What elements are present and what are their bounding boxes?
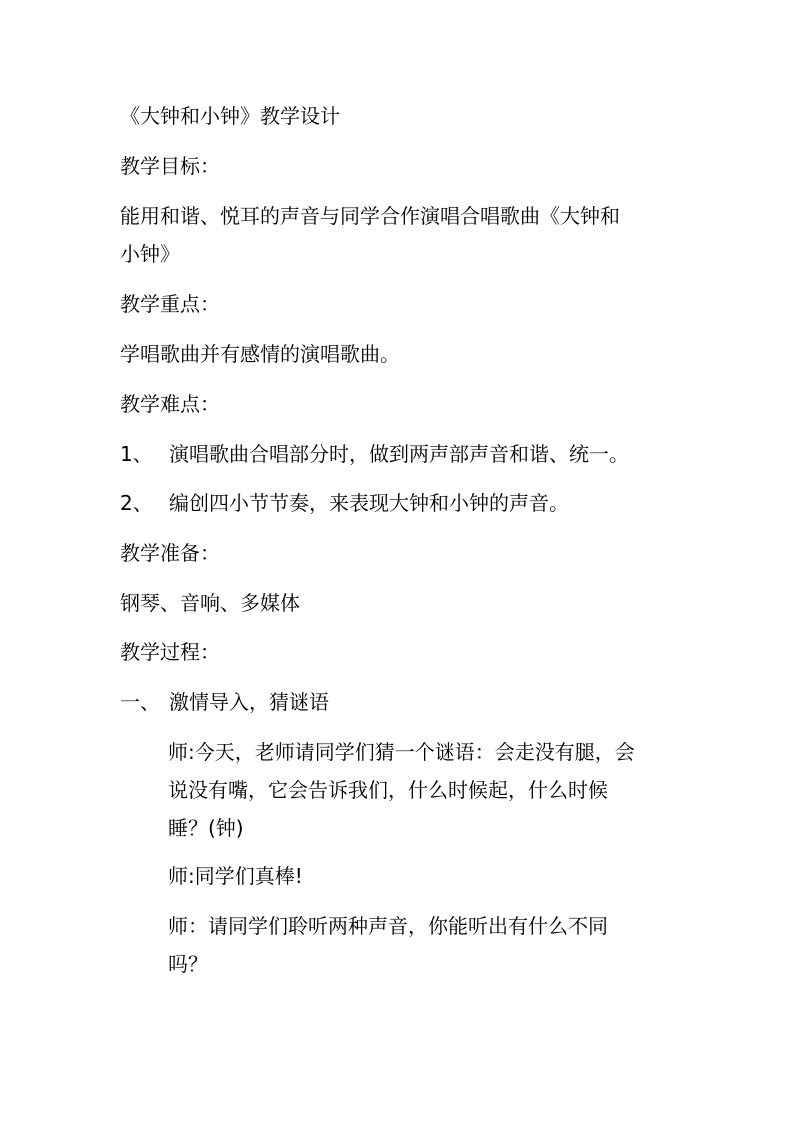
paragraph-1-line-3: 睡？(钟) <box>168 816 244 840</box>
goal-heading: 教学目标： <box>120 154 220 178</box>
key-point-heading: 教学重点： <box>120 292 220 316</box>
difficulty-item-1 <box>120 442 629 466</box>
goal-text-line-2: 小钟》 <box>120 242 180 266</box>
paragraph-1-line-1: 师:今天，老师请同学们猜一个谜语：会走没有腿，会 <box>168 740 635 764</box>
process-step-text: 激情导入，猜谜语 <box>169 690 329 714</box>
difficulty-item-number: 1、 <box>120 442 153 466</box>
document-title: 《大钟和小钟》教学设计 <box>120 104 340 128</box>
paragraph-2: 师:同学们真棒! <box>168 864 303 888</box>
process-step-number: 一、 <box>120 690 160 714</box>
paragraph-1-line-2: 说没有嘴，它会告诉我们，什么时候起，什么时候 <box>168 778 608 802</box>
paragraph-3-line-1: 师：请同学们聆听两种声音，你能听出有什么不同 <box>168 914 608 938</box>
process-heading: 教学过程： <box>120 640 220 664</box>
difficulty-item-number: 2、 <box>120 491 153 515</box>
difficulty-item-text: 编创四小节节奏，来表现大钟和小钟的声音。 <box>169 491 569 515</box>
goal-text-line-1: 能用和谐、悦耳的声音与同学合作演唱合唱歌曲《大钟和 <box>120 204 620 228</box>
difficulty-item-text: 演唱歌曲合唱部分时，做到两声部声音和谐、统一。 <box>169 442 629 466</box>
key-point-text: 学唱歌曲并有感情的演唱歌曲。 <box>120 342 400 366</box>
difficulty-heading: 教学难点： <box>120 392 220 416</box>
paragraph-3-line-2: 吗？ <box>168 952 208 976</box>
difficulty-item-2 <box>120 491 569 515</box>
process-step-1 <box>120 690 329 714</box>
preparation-text: 钢琴、音响、多媒体 <box>120 591 300 615</box>
preparation-heading: 教学准备： <box>120 541 220 565</box>
